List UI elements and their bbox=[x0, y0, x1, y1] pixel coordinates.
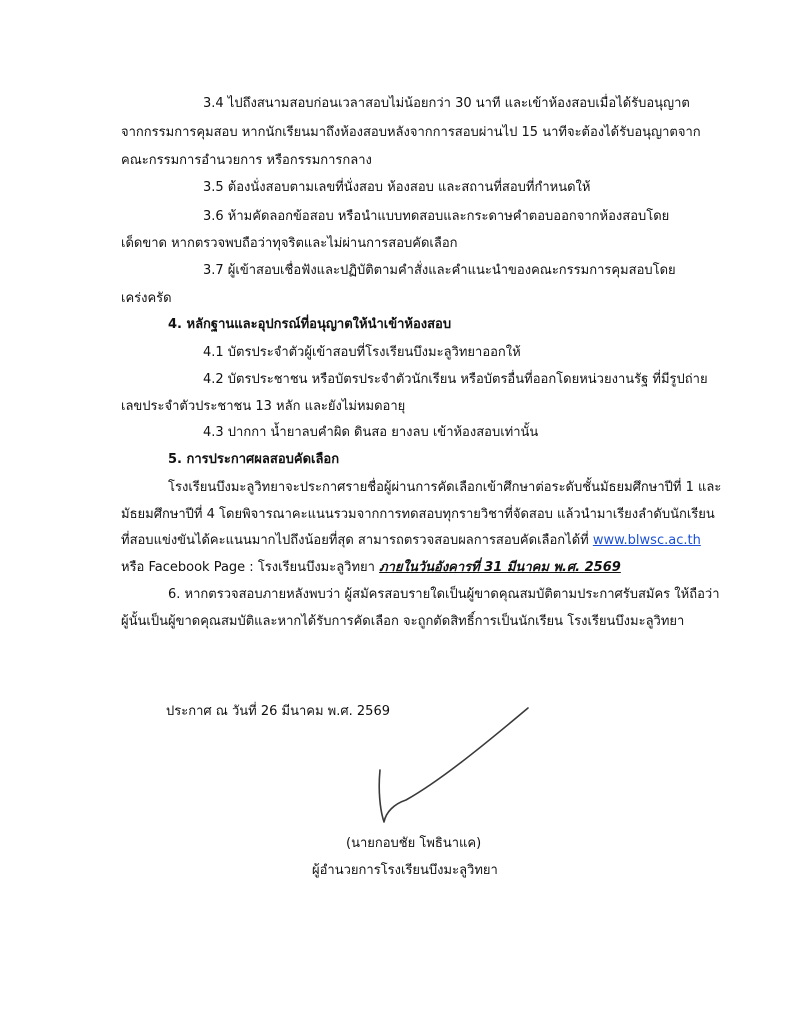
item-3-7-line1: 3.7 ผู้เข้าสอบเชื่อฟังและปฏิบัติตามคำสั่งและคำแนะนำของคณะกรรมการคุมสอบโดย bbox=[203, 263, 676, 278]
item-3-7-line2: เคร่งครัด bbox=[121, 291, 172, 306]
signatory-title: ผู้อำนวยการโรงเรียนบึงมะลูวิทยา bbox=[312, 863, 498, 878]
section-4-heading: 4. หลักฐานและอุปกรณ์ที่อนุญาตให้นำเข้าห้องสอบ bbox=[168, 317, 452, 332]
announcement-deadline: ภายในวันอังคารที่ 31 มีนาคม พ.ศ. 2569 bbox=[379, 560, 621, 575]
section-6-line1: 6. หากตรวจสอบภายหลังพบว่า ผู้สมัครสอบรายใดเป็นผู้ขาดคุณสมบัติตามประกาศรับสมัคร ให้ถือว่า bbox=[168, 587, 720, 602]
section-5-line4-text: หรือ Facebook Page : โรงเรียนบึงมะลูวิทยา bbox=[121, 560, 380, 575]
item-4-1: 4.1 บัตรประจำตัวผู้เข้าสอบที่โรงเรียนบึงมะลูวิทยาออกให้ bbox=[203, 345, 521, 360]
section-5-line4 bbox=[121, 559, 621, 577]
signature-image bbox=[368, 700, 538, 830]
item-3-4-line1: 3.4 ไปถึงสนามสอบก่อนเวลาสอบไม่น้อยกว่า 30 นาที และเข้าห้องสอบเมื่อได้รับอนุญาต bbox=[203, 96, 690, 111]
signatory-name: (นายกอบชัย โพธินาแค) bbox=[346, 836, 482, 851]
section-6-line2: ผู้นั้นเป็นผู้ขาดคุณสมบัติและหากได้รับการคัดเลือก จะถูกตัดสิทธิ์การเป็นนักเรียน โรงเรียนบึงมะลูวิทยา bbox=[121, 614, 685, 629]
section-5-line2: มัธยมศึกษาปีที่ 4 โดยพิจารณาคะแนนรวมจากการทดสอบทุกรายวิชาที่จัดสอบ แล้วนำมาเรียงลำดับนักเรียน bbox=[121, 507, 715, 522]
item-4-3: 4.3 ปากกา น้ำยาลบคำผิด ดินสอ ยางลบ เข้าห้องสอบเท่านั้น bbox=[203, 425, 539, 440]
item-3-4-line3: คณะกรรมการอำนวยการ หรือกรรมการกลาง bbox=[121, 153, 372, 168]
item-4-2-line2: เลขประจำตัวประชาชน 13 หลัก และยังไม่หมดอายุ bbox=[121, 399, 406, 414]
announcement-date: ประกาศ ณ วันที่ 26 มีนาคม พ.ศ. 2569 bbox=[166, 704, 390, 719]
school-website-link[interactable]: www.blwsc.ac.th bbox=[592, 533, 701, 548]
item-3-5: 3.5 ต้องนั่งสอบตามเลขที่นั่งสอบ ห้องสอบ และสถานที่สอบที่กำหนดให้ bbox=[203, 180, 591, 195]
item-3-6-line2: เด็ดขาด หากตรวจพบถือว่าทุจริตและไม่ผ่านการสอบคัดเลือก bbox=[121, 236, 458, 251]
section-5-line3 bbox=[121, 532, 701, 550]
section-5-heading: 5. การประกาศผลสอบคัดเลือก bbox=[168, 452, 340, 467]
item-3-6-line1: 3.6 ห้ามคัดลอกข้อสอบ หรือนำแบบทดสอบและกระดาษคำตอบออกจากห้องสอบโดย bbox=[203, 209, 670, 224]
item-4-2-line1: 4.2 บัตรประชาชน หรือบัตรประจำตัวนักเรียน หรือบัตรอื่นที่ออกโดยหน่วยงานรัฐ ที่มีรูปถ่าย bbox=[203, 372, 708, 387]
section-5-line3-text: ที่สอบแข่งขันได้คะแนนมากไปถึงน้อยที่สุด สามารถตรวจสอบผลการสอบคัดเลือกได้ที่ bbox=[121, 533, 593, 548]
section-5-line1: โรงเรียนบึงมะลูวิทยาจะประกาศรายชื่อผู้ผ่านการคัดเลือกเข้าศึกษาต่อระดับชั้นมัธยมศึกษาปีที่ 1 และ bbox=[168, 480, 722, 495]
item-3-4-line2: จากกรรมการคุมสอบ หากนักเรียนมาถึงห้องสอบหลังจากการสอบผ่านไป 15 นาทีจะต้องได้รับอนุญาตจาก bbox=[121, 125, 701, 140]
